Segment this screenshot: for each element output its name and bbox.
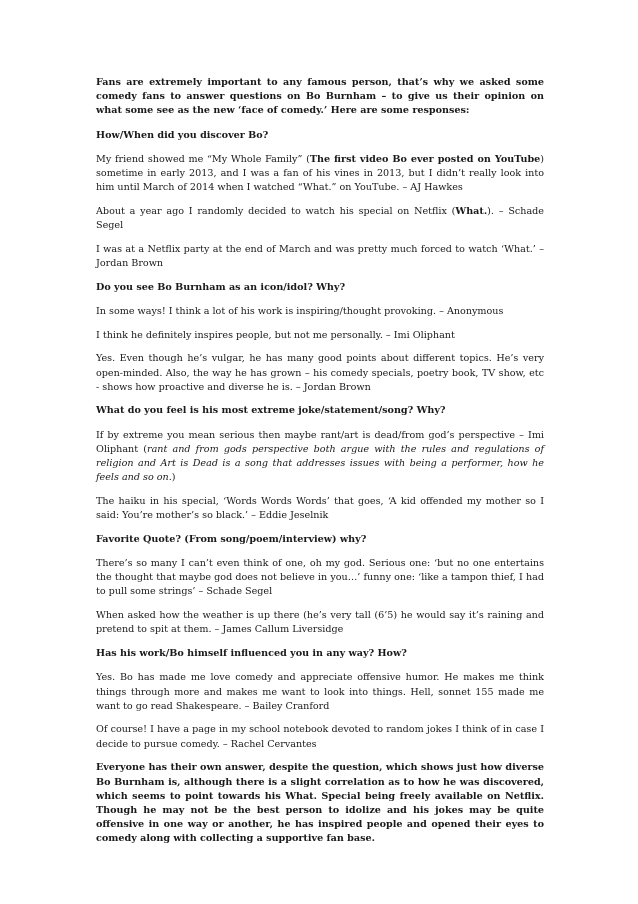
answer-text: Of course! I have a page in my school notebook devoted to random jokes I think of in case I decide to pursue comedy. – Rachel Cervantes <box>96 724 544 750</box>
answer-text: Yes. Bo has made me love comedy and appreciate offensive humor. He makes me think things through more and makes me want to look into things. Hell, sonnet 155 made me want to go read Shakespeare. – Bailey Cranford <box>96 672 544 712</box>
answer-text: ) sometime in early 2013, and I was a fan of his vines in 2013, but I didn’t really look into him until March of 2014 when I watched “What.” on YouTube. – AJ Hawkes <box>96 153 545 194</box>
answer-text: In some ways! I think a lot of his work is inspiring/thought provoking. – Anonymous <box>96 305 504 317</box>
answer-text: I was at a Netflix party at the end of March and was pretty much forced to watch ‘What.’ – Jordan Brown <box>96 243 544 270</box>
answer-paragraph <box>96 329 544 343</box>
question-heading: How/When did you discover Bo? <box>96 129 269 141</box>
qa-sections <box>96 129 544 752</box>
answer-text: There’s so many I can’t even think of one, oh my god. Serious one: ‘but no one entertains the thought that maybe god does not believe in you…’ funny one: ‘like a tampon thief, I had to pull some strings’ – Schade Segel <box>96 558 544 598</box>
answer-paragraph <box>96 557 544 600</box>
answer-paragraph <box>96 495 544 523</box>
document-page <box>96 76 544 857</box>
answer-paragraph <box>96 723 544 751</box>
answer-text: The haiku in his special, ‘Words Words Words’ that goes, ‘A kid offended my mother so I said: You’re mother’s so black.’ – Eddie Jeselnik <box>96 495 544 522</box>
answer-paragraph <box>96 205 544 233</box>
answer-text: My friend showed me “My Whole Family” ( <box>96 153 310 165</box>
italic-text: rant and from gods perspective both argue with the rules and regulations of religion and Art is Dead is a song that addresses issues with being a performer, how he feels and so on. <box>96 443 545 484</box>
answer-text: ) <box>171 472 176 484</box>
answer-paragraph <box>96 243 544 271</box>
answer-text: I think he definitely inspires people, but not me personally. – Imi Oliphant <box>96 329 455 341</box>
answer-paragraph <box>96 352 544 395</box>
answer-paragraph <box>96 671 544 714</box>
intro-paragraph: Fans are extremely important to any famous person, that’s why we asked some comedy fans to answer questions on Bo Burnham – to give us their opinion on what some see as the new ‘face of comedy.’ Here are some responses: <box>96 77 544 117</box>
answer-paragraph <box>96 609 544 637</box>
question-heading: What do you feel is his most extreme joke/statement/song? Why? <box>96 405 446 417</box>
answer-paragraph <box>96 305 544 319</box>
conclusion-paragraph: Everyone has their own answer, despite the question, which shows just how diverse Bo Burnham is, although there is a slight correlation as to how he was discovered, which seems to point towards his What. Special being freely available on Netflix. Though he may not be the best person to idolize and his jokes may be quite offensive in one way or another, he has inspired people and opened their eyes to comedy along with collecting a supportive fan base. <box>96 762 544 845</box>
question-heading: Has his work/Bo himself influenced you in any way? How? <box>96 648 407 660</box>
question-heading: Favorite Quote? (From song/poem/interview) why? <box>96 533 367 545</box>
answer-text: ). – Schade Segel <box>96 205 544 232</box>
answer-text: About a year ago I randomly decided to watch his special on Netflix ( <box>96 205 456 217</box>
answer-text: When asked how the weather is up there (he’s very tall (6’5) he would say it’s raining and pretend to spit at them. – James Callum Liversidge <box>96 610 544 636</box>
bold-text: What. <box>455 205 488 217</box>
answer-paragraph <box>96 429 544 486</box>
bold-text: The first video Bo ever posted on YouTube <box>309 153 541 165</box>
answer-text: If by extreme you mean serious then maybe rant/art is dead/from god’s perspective – Imi Oliphant ( <box>96 429 544 455</box>
answer-text: Yes. Even though he’s vulgar, he has many good points about different topics. He’s very open-minded. Also, the way he has grown – his comedy specials, poetry book, TV show, etc - shows how proactive and diverse he is. – Jordan Brown <box>96 353 544 393</box>
question-heading: Do you see Bo Burnham as an icon/idol? Why? <box>96 281 346 293</box>
answer-paragraph <box>96 153 544 196</box>
